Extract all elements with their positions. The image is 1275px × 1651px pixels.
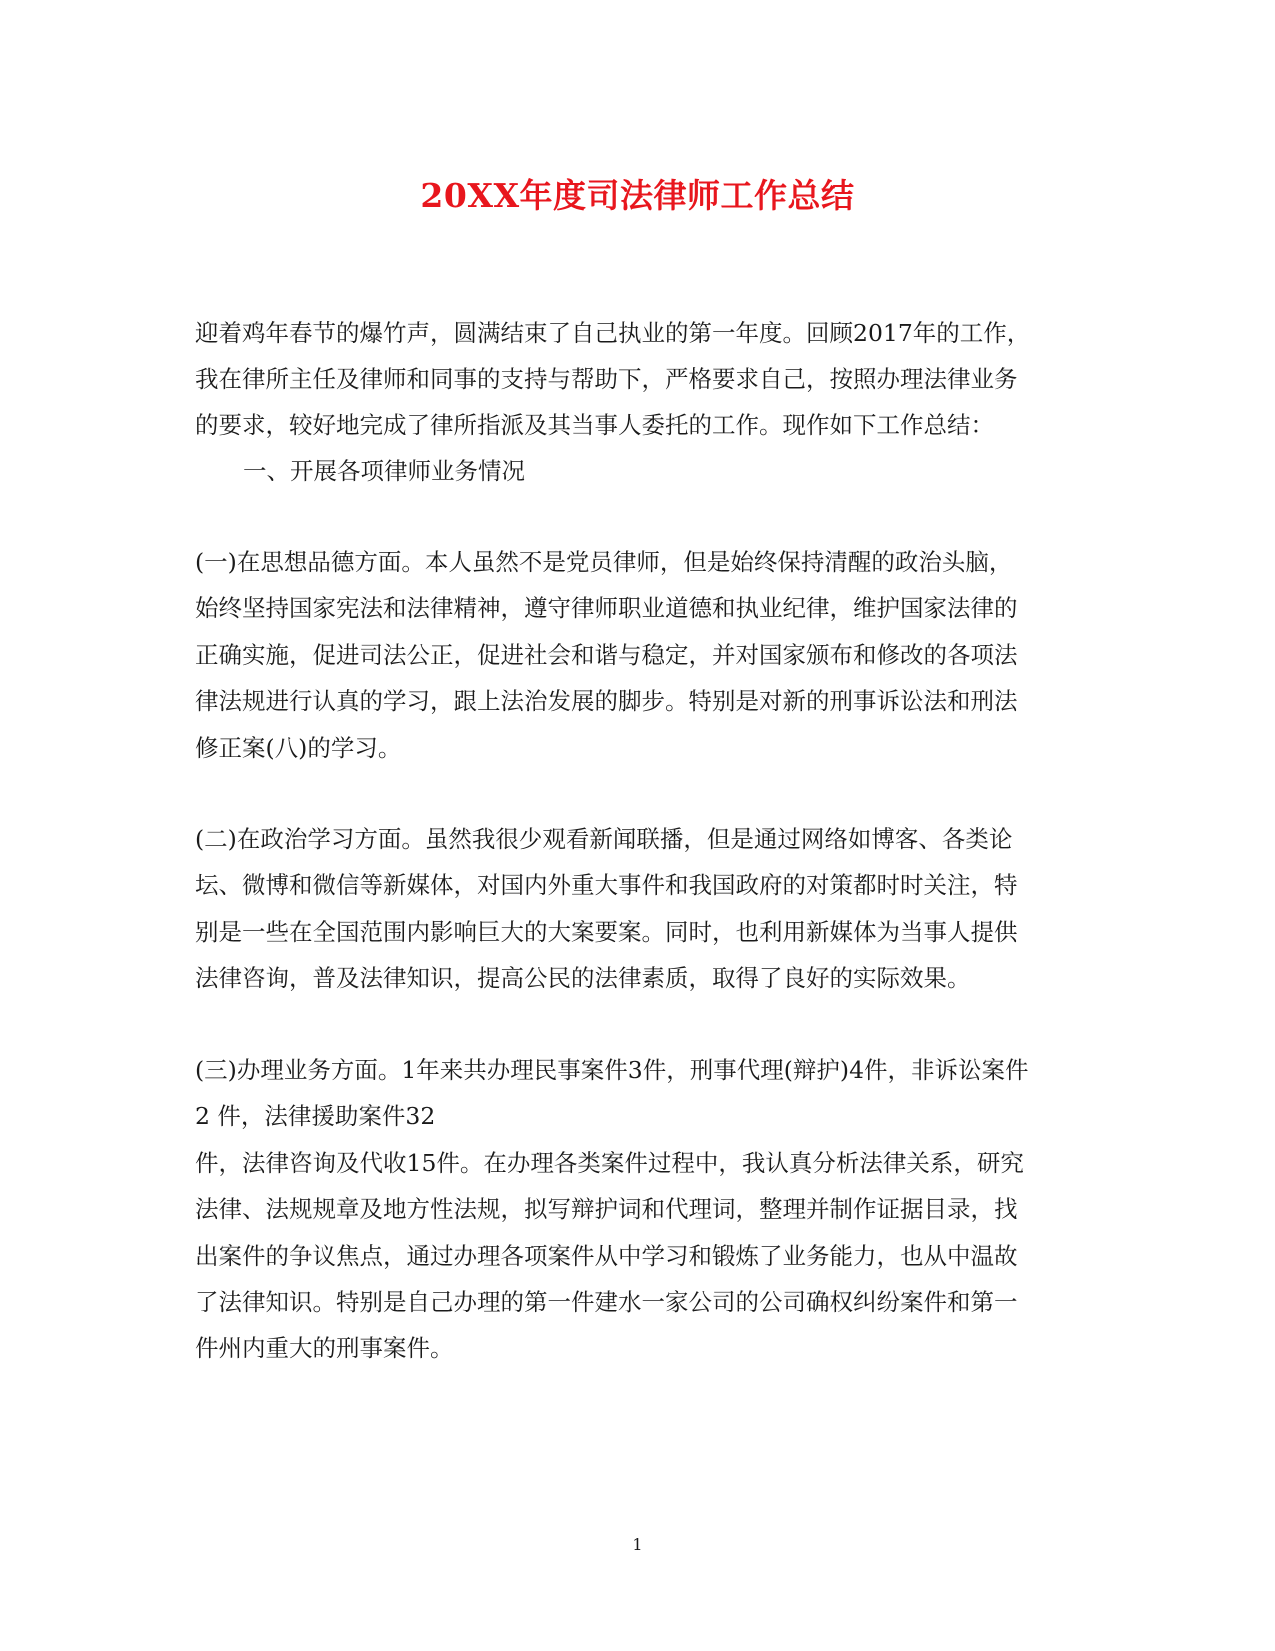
paragraph-line: 我在律所主任及律师和同事的支持与帮助下，严格要求自己，按照办理法律业务 — [195, 365, 1018, 393]
paragraph-line: 2 件，法律援助案件32 — [195, 1102, 436, 1130]
paragraph-line: 的要求，较好地完成了律所指派及其当事人委托的工作。现作如下工作总结： — [195, 411, 994, 439]
paragraph-line: 出案件的争议焦点，通过办理各项案件从中学习和锻炼了业务能力，也从中温故 — [195, 1242, 1018, 1270]
paragraph-line: 了法律知识。特别是自己办理的第一件建水一家公司的公司确权纠纷案件和第一 — [195, 1288, 1018, 1316]
paragraph-line: 律法规进行认真的学习，跟上法治发展的脚步。特别是对新的刑事诉讼法和刑法 — [195, 687, 1018, 715]
paragraph-line: 迎着鸡年春节的爆竹声，圆满结束了自己执业的第一年度。回顾2017年的工作， — [195, 319, 1031, 347]
paragraph-line: (三)办理业务方面。1年来共办理民事案件3件，刑事代理(辩护)4件，非诉讼案件 — [195, 1056, 1029, 1084]
paragraph-line: 法律、法规规章及地方性法规，拟写辩护词和代理词，整理并制作证据目录，找 — [195, 1195, 1018, 1223]
paragraph-line: (一)在思想品德方面。本人虽然不是党员律师，但是始终保持清醒的政治头脑， — [195, 548, 1013, 576]
paragraph-line: 始终坚持国家宪法和法律精神，遵守律师职业道德和执业纪律，维护国家法律的 — [195, 594, 1018, 622]
paragraph-line: 修正案(八)的学习。 — [195, 734, 402, 762]
paragraph-line: 法律咨询，普及法律知识，提高公民的法律素质，取得了良好的实际效果。 — [195, 964, 971, 992]
paragraph-line: 件，法律咨询及代收15件。在办理各类案件过程中，我认真分析法律关系，研究 — [195, 1149, 1024, 1177]
paragraph-line: 坛、微博和微信等新媒体，对国内外重大事件和我国政府的对策都时时关注，特 — [195, 871, 1018, 899]
paragraph-line: 正确实施，促进司法公正，促进社会和谐与稳定，并对国家颁布和修改的各项法 — [195, 641, 1018, 669]
paragraph-line: 件州内重大的刑事案件。 — [195, 1334, 454, 1362]
paragraph-line: (二)在政治学习方面。虽然我很少观看新闻联播，但是通过网络如博客、各类论 — [195, 825, 1013, 853]
document-title: 20XX年度司法律师工作总结 — [420, 176, 855, 215]
page-number: 1 — [632, 1535, 643, 1554]
section-heading: 一、开展各项律师业务情况 — [243, 457, 525, 485]
paragraph-line: 别是一些在全国范围内影响巨大的大案要案。同时，也利用新媒体为当事人提供 — [195, 918, 1018, 946]
